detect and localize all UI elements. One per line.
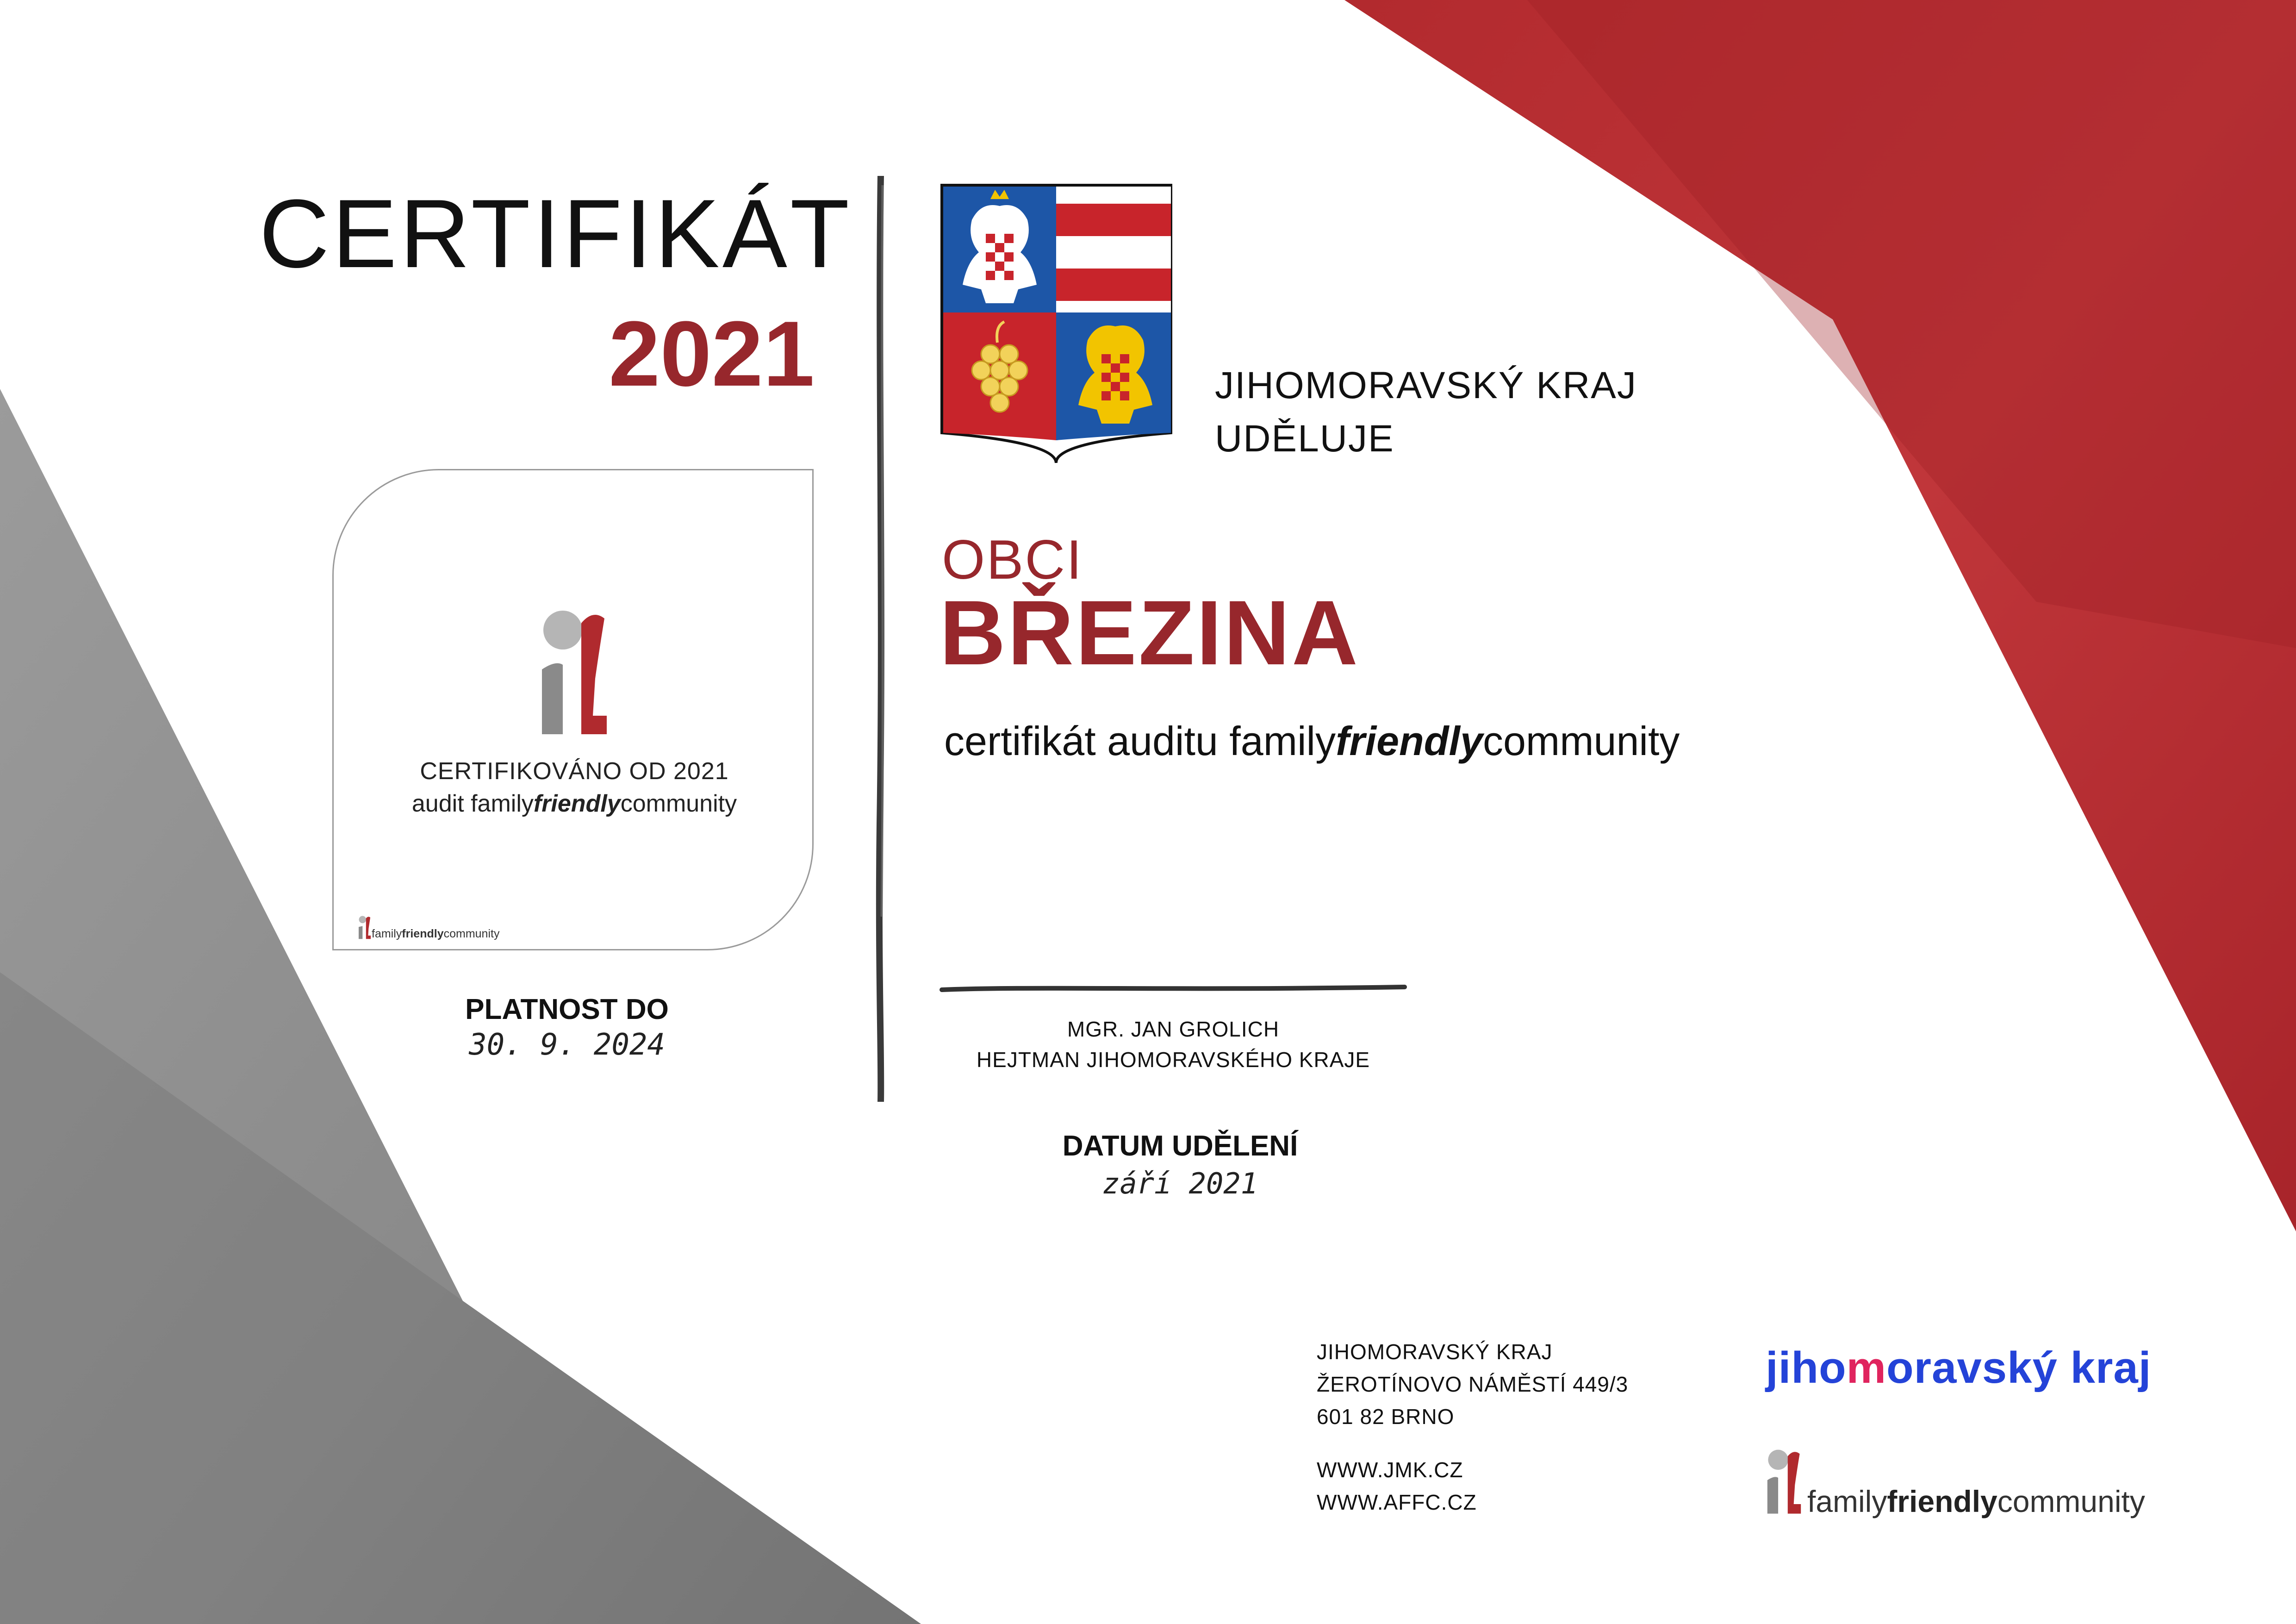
recipient-prefix: OBCI xyxy=(942,529,1083,591)
badge-audit-line: audit familyfriendlycommunity xyxy=(411,790,737,817)
address-line: 601 82 BRNO xyxy=(1317,1405,1455,1429)
websites xyxy=(1317,1454,1477,1518)
website-link-jmk[interactable]: WWW.JMK.CZ xyxy=(1317,1458,1463,1482)
family-friendly-logo-icon xyxy=(537,609,611,743)
award-date: září 2021 xyxy=(1102,1167,1258,1200)
address-block xyxy=(1317,1336,1628,1433)
award-date-label: DATUM UDĚLENÍ xyxy=(1062,1130,1298,1162)
coat-of-arms-icon xyxy=(940,183,1173,465)
signatory xyxy=(942,1014,1405,1075)
validity-date: 30. 9. 2024 xyxy=(469,1028,665,1062)
signatory-name: MGR. JAN GROLICH xyxy=(1067,1017,1280,1041)
certificate-title: CERTIFIKÁT xyxy=(259,179,852,288)
audit-description: certifikát auditu familyfriendlycommunity xyxy=(944,718,1680,764)
family-friendly-logo-icon xyxy=(1763,1449,1805,1518)
red-overlay-shape xyxy=(1527,0,2296,648)
website-link-affc[interactable]: WWW.AFFC.CZ xyxy=(1317,1490,1477,1514)
certificate-year: 2021 xyxy=(609,302,815,406)
certification-badge xyxy=(332,469,814,950)
family-friendly-small-icon xyxy=(358,916,372,941)
signature-line xyxy=(940,981,1407,995)
jmk-logo: jihomoravský kraj xyxy=(1766,1343,2152,1393)
issuer-action: UDĚLUJE xyxy=(1215,418,1394,460)
badge-small-logo: familyfriendlycommunity xyxy=(358,916,499,941)
vertical-divider xyxy=(868,176,896,1102)
recipient-name: BŘEZINA xyxy=(940,581,1360,684)
address-line: ŽEROTÍNOVO NÁMĚSTÍ 449/3 xyxy=(1317,1372,1629,1396)
ffc-logo-text: familyfriendlycommunity xyxy=(1807,1484,2145,1518)
issuer-name: JIHOMORAVSKÝ KRAJ xyxy=(1215,364,1637,406)
validity-label: PLATNOST DO xyxy=(465,993,669,1025)
badge-certified-since: CERTIFIKOVÁNO OD 2021 xyxy=(420,758,729,785)
address-line: JIHOMORAVSKÝ KRAJ xyxy=(1317,1340,1553,1364)
signatory-title: HEJTMAN JIHOMORAVSKÉHO KRAJE xyxy=(976,1048,1370,1072)
issuer-text xyxy=(1215,359,1637,465)
